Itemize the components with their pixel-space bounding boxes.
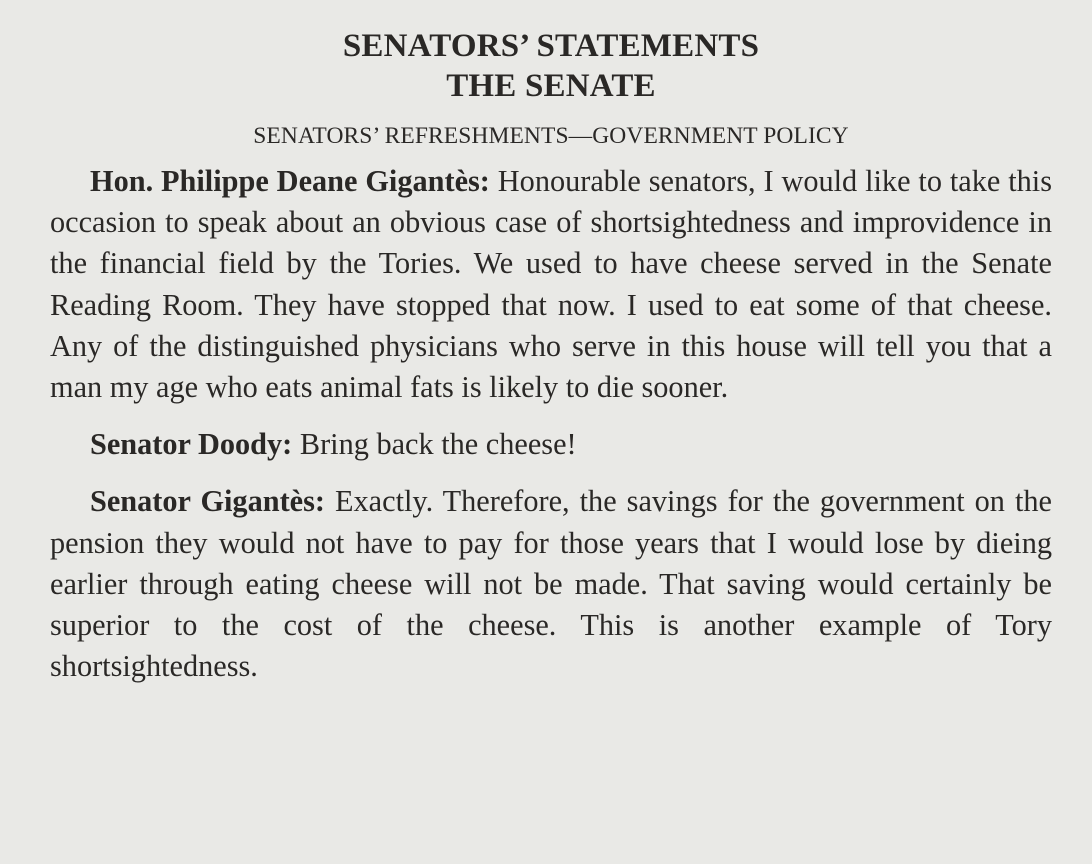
paragraph-gigantes-reply xyxy=(50,481,1052,687)
paragraph-gigantes-opening xyxy=(50,161,1052,408)
paragraph-text: Exactly. Therefore, the savings for the government on the pension they would not have to pay for those years that I would lose by dieing earlier through eating cheese will not be made. That saving would certainly be superior to the cost of the cheese. This is another example of Tory shortsightedness. xyxy=(50,484,1052,684)
paragraph-text: Bring back the cheese! xyxy=(292,427,577,462)
subheading: SENATORS’ REFRESHMENTS—GOVERNMENT POLICY xyxy=(253,123,849,149)
paragraph-text: Honourable senators, I would like to take this occasion to speak about an obvious case of shortsightedness and improvidence in the financial field by the Tories. We used to have cheese served in the Senate Reading Room. They have stopped that now. I used to eat some of that cheese. Any of the distinguished physicians who serve in this house will tell you that a man my age who eats animal fats is likely to die sooner. xyxy=(50,164,1053,405)
title-line-2: THE SENATE xyxy=(446,68,656,104)
paragraph-doody xyxy=(50,424,1052,465)
speaker-name: Hon. Philippe Deane Gigantès: xyxy=(90,164,490,198)
speaker-name: Senator Doody: xyxy=(90,427,293,462)
speaker-name: Senator Gigantès: xyxy=(90,484,325,519)
section-title xyxy=(50,26,1052,106)
document-page xyxy=(50,26,1052,687)
title-line-1: SENATORS’ STATEMENTS xyxy=(342,28,760,64)
